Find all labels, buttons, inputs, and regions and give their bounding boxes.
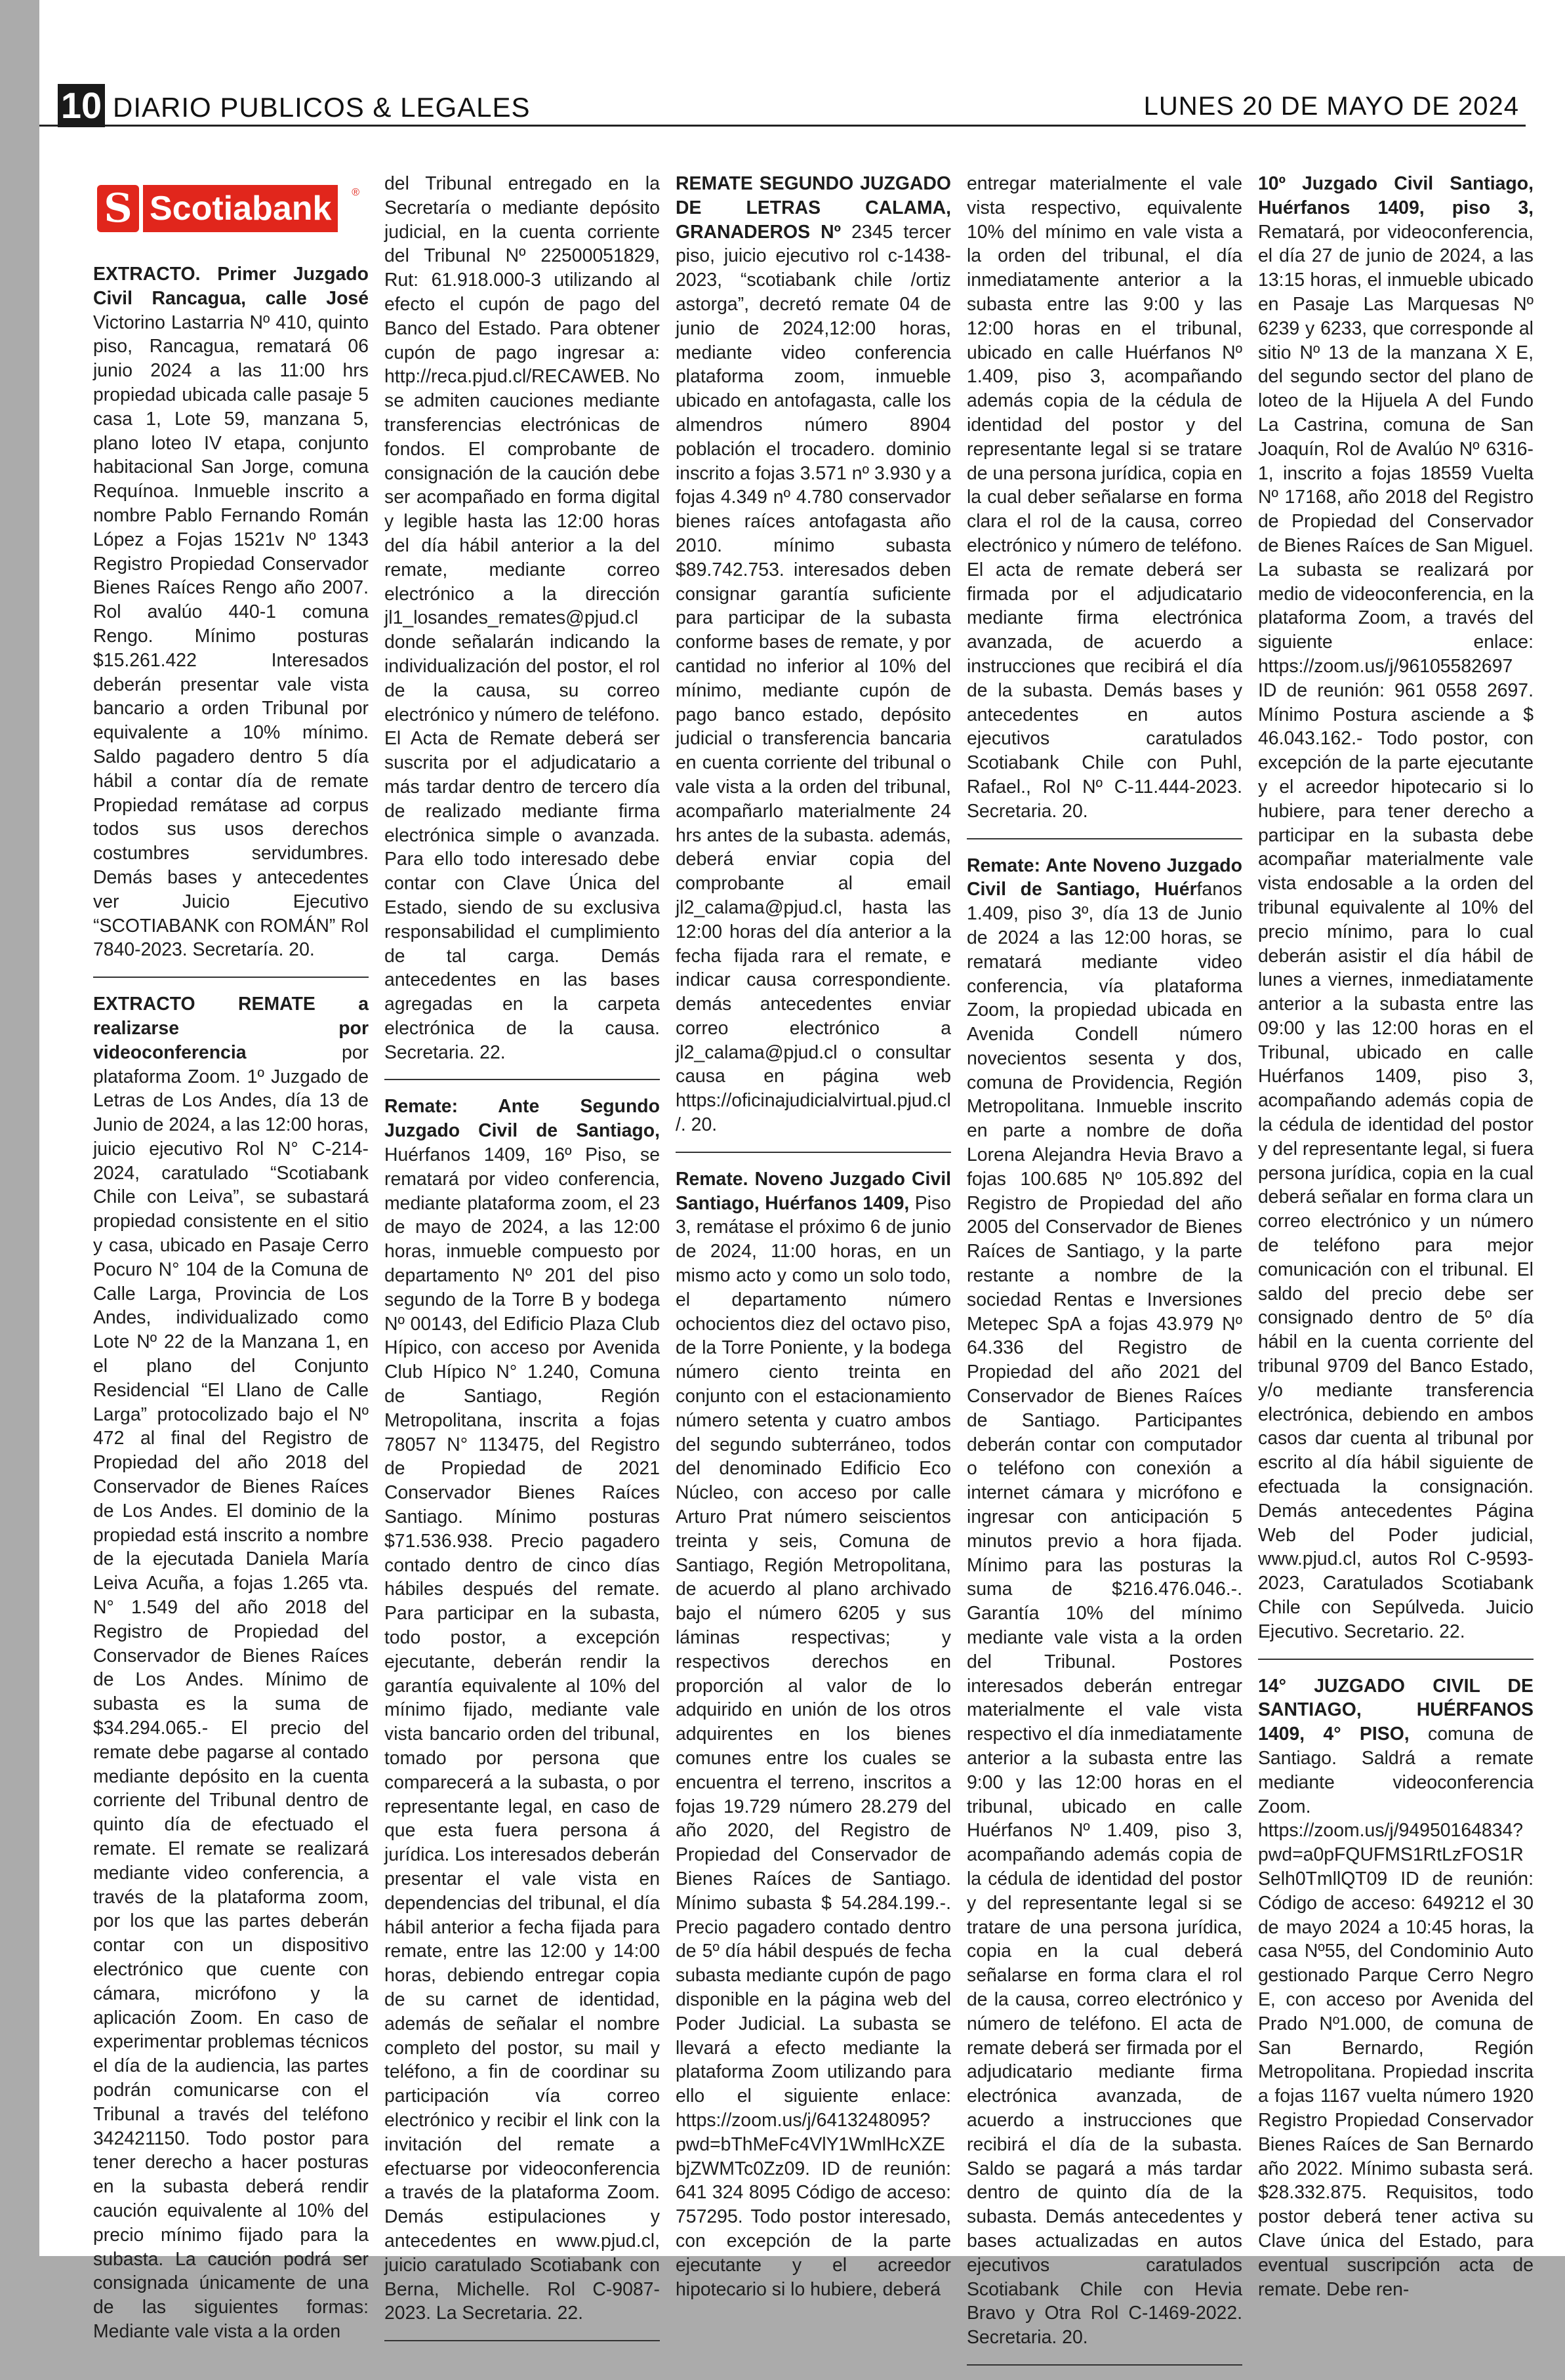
notice-heading: 14° JUZGADO CIVIL DE SANTIAGO, HUÉRFANOS 1409, 4° PISO,	[1258, 1675, 1534, 1745]
column-1	[93, 172, 369, 2373]
publication-name: DIARIO PUBLICOS & LEGALES	[113, 92, 531, 123]
scotiabank-logo	[97, 181, 359, 236]
notice-rancagua	[93, 262, 369, 978]
notice-body: comuna de Santiago. Saldrá a remate mediante videoconferencia Zoom. https://zoom.us/j/94950164834?pwd=a0pFQUFMS1RtLzFOS1RSelh0TmllQT09 ID de reunión: Código de acceso: 649212 el 30 de mayo 2024 a 10:45 horas, la casa Nº55, del Condominio Auto gestionado Parque Cerro Negro E, con acceso por Avenida del Prado Nº1.000, de comuna de San Bernardo, Región Metropolitana. Propiedad inscrita a fojas 1167 vuelta número 1920 Registro Propiedad Conservador Bienes Raíces de San Bernardo año 2022. Mínimo subasta será. $28.332.875. Requisitos, todo postor deberá tener activa su Clave única del Estado, para eventual suscripción acta de remate. Debe ren-	[1258, 1724, 1534, 2300]
notice-heading: Remate: Ante Segundo Juzgado Civil de Santiago,	[384, 1096, 660, 1142]
notice-body: fanos 1.409, piso 3º, día 13 de Junio de 2024 a las 12:00 horas, se rematará mediante video conferencia, vía plataforma Zoom, la propiedad ubicada en Avenida Condell número novecientos sesenta y dos, comuna de Providencia, Región Metropolitana. Inmueble inscrito en parte a nombre de doña Lorena Alejandra Hevia Bravo a fojas 100.685 Nº 105.892 del Registro de Propiedad del año 2005 del Conservador de Bienes Raíces de Santiago, y la parte restante a nombre de la sociedad Rentas e Inversiones Metepec SpA a fojas 43.979 Nº 64.336 del Registro de Propiedad del año 2021 del Conservador de Bienes Raíces de Santiago. Participantes deberán contar con computador o teléfono con conexión a internet cámara y micrófono e ingresar con anticipación 5 minutos previo a hora fijada. Mínimo para las posturas la suma de $216.476.046.-. Garantía 10% del mínimo mediante vale vista a la orden del Tribunal. Postores interesados deberán entregar materialmente el vale vista respectivo el día inmediatamente anterior a la subasta entre las 9:00 y las 12:00 horas en el tribunal, ubicado en calle Huérfanos Nº 1.409, piso 3, acompañando además copia de la cédula de identidad del postor y del representante legal si se tratare de una persona jurídica, copia en la cual deberá señalarse en forma clara el rol de la causa, correo electrónico y número de teléfono. El acta de remate deberá ser firmada por el adjudicatario mediante firma electrónica avanzada, de acuerdo a instrucciones que recibirá el día de la subasta. Saldo se pagará a más tardar dentro de quinto día de la subasta. Demás antecedentes y bases actualizadas en autos ejecutivos caratulados Scotiabank Chile con Hevia Bravo y Otra Rol C-1469-2022. Secretaria. 20.	[967, 879, 1242, 2349]
notice-heading: Remate: Ante Noveno Juzgado Civil de Santiago, Huér	[967, 855, 1242, 900]
notice-noveno-juzgado-1	[676, 1167, 951, 2316]
scotiabank-s-icon: S	[97, 185, 139, 232]
registered-mark: ®	[352, 187, 359, 198]
notice-decimo-juzgado	[1258, 172, 1534, 1660]
column-5	[1258, 172, 1534, 2330]
notice-noveno-juzgado-2	[967, 854, 1242, 2366]
notice-segundo-juzgado-santiago	[384, 1095, 660, 2341]
page-number: 10	[58, 84, 105, 127]
notice-heading: REMATE SEGUNDO JUZGADO DE LETRAS CALAMA, GRANADEROS Nº	[676, 173, 951, 243]
notice-body: por plataforma Zoom. 1º Juzgado de Letras de Los Andes, día 13 de Junio de 2024, a las 12:00 horas, juicio ejecutivo Rol N° C-214-2024, caratulado “Scotiabank Chile con Leiva”, se subastará propiedad consistente en el sitio y casa, ubicado en Pasaje Cerro Pocuro N° 104 de la Comuna de Calle Larga, Provincia de Los Andes, individualizado como Lote Nº 22 de la Manzana 1, en el plano del Conjunto Residencial “El Llano de Calle Larga” protocolizado bajo el Nº 472 al final del Registro de Propiedad del año 2018 del Conservador de Bienes Raíces de Los Andes. El dominio de la propiedad está inscrito a nombre de la ejecutada Daniela María Leiva Acuña, a fojas 1.265 vta. N° 1.549 del año 2018 del Registro de Propiedad del Conservador de Bienes Raíces de Los Andes. Mínimo de subasta es la suma de $34.294.065.- El precio del remate debe pagarse al contado mediante depósito en la cuenta corriente del Tribunal dentro de quinto día de efectuado el remate. El remate se realizará mediante video conferencia, a través de la plataforma zoom, por los que las partes deberán contar con un dispositivo electrónico que cuente con cámara, micrófono y la aplicación Zoom. En caso de experimentar problemas técnicos el día de la audiencia, las partes podrán comunicarse con el Tribunal a través del teléfono 342421150. Todo postor para tener derecho a hacer posturas en la subasta deberá rendir caución equivalente al 10% del precio mínimo fijado para la subasta. La caución podrá ser consignada únicamente de una de las siguientes formas: Mediante vale vista a la orden	[93, 1041, 369, 2342]
notice-noveno-juzgado-1-cont	[967, 172, 1242, 839]
notice-heading: Remate. Noveno Juzgado Civil Santiago, Huérfanos 1409,	[676, 1168, 951, 1214]
notice-heading: 10º Juzgado Civil Santiago, Huérfanos 1409, piso 3,	[1258, 173, 1534, 218]
notice-body: Piso 3, remátase el próximo 6 de junio de 2024, 11:00 horas, en un mismo acto y como un solo todo, el departamento número ochocientos diez del octavo piso, de la Torre Poniente, y la bodega número ciento treinta en conjunto con el estacionamiento número setenta y cuatro ambos del segundo subterráneo, todos del denominado Edificio Eco Núcleo, con acceso por calle Arturo Prat número seiscientos treinta y seis, Comuna de Santiago, Región Metropolitana, de acuerdo al plano archivado bajo el número 6205 y sus láminas respectivas; y respectivos derechos en proporción al valor de lo adquirido en unión de los otros adquirentes en los bienes comunes entre los cuales se encuentra el terreno, inscritos a fojas 19.729 número 28.279 del año 2020, del Registro de Propiedad del Conservador de Bienes Raíces de Santiago. Mínimo subasta $ 54.284.199.-. Precio pagadero contado dentro de 5º día hábil después de fecha subasta mediante cupón de pago disponible en la página web del Poder Judicial. La subasta se llevará a efecto mediante la plataforma Zoom utilizando para ello el siguiente enlace: https://zoom.us/j/6413248095?pwd=bThMeFc4VlY1WmlHcXZEbjZWMTc0Zz09. ID de reunión: 641 324 8095 Código de acceso: 757295. Todo postor interesado, con excepción de la parte ejecutante y el acreedor hipotecario si lo hubiere, deberá	[676, 1192, 951, 2300]
scotiabank-wordmark: Scotiabank	[143, 185, 338, 232]
notice-los-andes	[93, 992, 369, 2358]
notice-body: entregar materialmente el vale vista respectivo, equivalente 10% del mínimo en vale vista a la orden del tribunal, el día inmediatamente anterior a la subasta entre las 9:00 y las 12:00 horas en el tribunal, ubicado en calle Huérfanos Nº 1.409, piso 3, acompañando además copia de la cédula de identidad del postor y del representante legal si se tratare de una persona jurídica, copia en la cual deber señalarse en forma clara el rol de la causa, correo electrónico y número de teléfono. El acta de remate deberá ser firmada por el adjudicatario mediante firma electrónica avanzada, de acuerdo a instrucciones que recibirá el día de la subasta. Demás bases y antecedentes en autos ejecutivos caratulados Scotiabank Chile con Puhl, Rafael., Rol Nº C-11.444-2023. Secretaria. 20.	[967, 173, 1242, 822]
column-2	[384, 172, 660, 2356]
notice-body: Victorino Lastarria Nº 410, quinto piso, Rancagua, rematará 06 junio 2024 a las 11:00 hrs propiedad ubicada calle pasaje 5 casa 1, Lote 59, manzana 5, plano loteo IV etapa, conjunto habitacional San Jorge, comuna Requínoa. Inmueble inscrito a nombre Pablo Fernando Román López a Fojas 1521v Nº 1343 Registro Propiedad Conservador Bienes Raíces Rengo año 2007. Rol avalúo 440-1 comuna Rengo. Mínimo posturas $15.261.422 Interesados deberán presentar vale vista bancario a orden Tribunal por equivalente a 10% mínimo. Saldo pagadero dentro 5 día hábil a contar día de remate Propiedad remátase ad corpus todos sus usos derechos costumbres servidumbres. Demás bases y antecedentes ver Juicio Ejecutivo “SCOTIABANK con ROMÁN” Rol 7840-2023. Secretaría. 20.	[93, 312, 369, 961]
issue-date: LUNES 20 DE MAYO DE 2024	[1143, 92, 1519, 121]
notice-heading: EXTRACTO REMATE a realizarse por videoconferencia	[93, 994, 369, 1063]
notice-los-andes-cont	[384, 172, 660, 1080]
notice-body: 2345 tercer piso, juicio ejecutivo rol c-1438-2023, “scotiabank chile /ortiz astorga”, decretó remate 04 de junio de 2024,12:00 horas, mediante video conferencia plataforma zoom, inmueble ubicado en antofagasta, calle los almendros número 8904 población el trocadero. dominio inscrito a fojas 3.571 nº 3.930 y a fojas 4.349 nº 4.780 conservador bienes raíces antofagasta año 2010. mínimo subasta $89.742.753. interesados deben consignar garantía suficiente para participar de la subasta conforme bases de remate, y por cantidad no inferior al 10% del mínimo, mediante cupón de pago banco estado, depósito judicial o transferencia bancaria en cuenta corriente del tribunal o vale vista a la orden del tribunal, acompañarlo materialmente 24 hrs antes de la subasta. además, deberá enviar copia del comprobante al email jl2_calama@pjud.cl, hasta las 12:00 horas del día anterior a la fecha fijada rara el remate, e indicar causa correspondiente. demás antecedentes enviar correo electrónico a jl2_calama@pjud.cl o consultar causa en página web https://oficinajudicialvirtual.pjud.cl/. 20.	[676, 221, 951, 1136]
column-3	[676, 172, 951, 2330]
notice-body: Huérfanos 1409, 16º Piso, se rematará por video conferencia, mediante plataforma zoom, el 23 de mayo de 2024, a las 12:00 horas, inmueble compuesto por departamento Nº 201 del piso segundo de la Torre B y bodega Nº 00143, del Edificio Plaza Club Hípico, con acceso por Avenida Club Hípico N° 1.240, Comuna de Santiago, Región Metropolitana, inscrita a fojas 78057 N° 113475, del Registro de Propiedad de 2021 Conservador Bienes Raíces Santiago. Mínimo posturas $71.536.938. Precio pagadero contado dentro de cinco días hábiles después del remate. Para participar en la subasta, todo postor, a excepción ejecutante, deberán rendir la garantía equivalente al 10% del mínimo fijado, mediante vale vista bancario orden del tribunal, tomado por persona que comparecerá a la subasta, o por representante legal, en caso de que esta fuera persona á jurídica. Los interesados deberán presentar el vale vista en dependencias del tribunal, el día hábil anterior a fecha fijada para remate, entre las 12:00 y 14:00 horas, debiendo entregar copia de su carnet de identidad, además de señalar el nombre completo del postor, su mail y teléfono, a fin de coordinar su participación vía correo electrónico y recibir el link con la invitación del remate a efectuarse por videoconferencia a través de la plataforma Zoom. Demás estipulaciones y antecedentes en www.pjud.cl, juicio caratulado Scotiabank con Berna, Michelle. Rol C-9087-2023. La Secretaria. 22.	[384, 1144, 660, 2324]
notice-heading: EXTRACTO. Primer Juzgado Civil Rancagua, calle José	[93, 264, 369, 309]
notice-body: del Tribunal entregado en la Secretaría o mediante depósito judicial, en la cuenta corriente del Tribunal Nº 22500051829, Rut: 61.918.000-3 utilizando al efecto el cupón de pago del Banco del Estado. Para obtener cupón de pago ingresar a: http://reca.pjud.cl/RECAWEB. No se admiten cauciones mediante transferencias electrónicas de fondos. El comprobante de consignación de la caución debe ser acompañado en forma digital y legible hasta las 12:00 horas del día hábil anterior a la del remate, mediante correo electrónico a la dirección jl1_losandes_remates@pjud.cl donde señalarán indicando la individualización del postor, el rol de la causa, su correo electrónico y número de teléfono. El Acta de Remate deberá ser suscrita por el adjudicatario a más tardar dentro de tercero día de realizado mediante firma electrónica simple o avanzada. Para ello todo interesado debe contar con Clave Única del Estado, siendo de su exclusiva responsabilidad el cumplimiento de tal carga. Demás antecedentes en las bases agregadas en la carpeta electrónica de la causa. Secretaria. 22.	[384, 173, 660, 1063]
notice-body: Rematará, por videoconferencia, el día 27 de junio de 2024, a las 13:15 horas, el inmueble ubicado en Pasaje Las Marquesas Nº 6239 y 6233, que corresponde al sitio Nº 13 de la manzana X E, del segundo sector del plano de loteo de la Hijuela A del Fundo La Castrina, comuna de San Joaquín, Rol de Avalúo Nº 6316-1, inscrito a fojas 18559 Vuelta Nº 17168, año 2018 del Registro de Propiedad del Conservador de Bienes Raíces de San Miguel. La subasta se realizará por medio de videoconferencia, en la plataforma Zoom, a través del siguiente enlace: https://zoom.us/j/96105582697 ID de reunión: 961 0558 2697. Mínimo Postura asciende a $ 46.043.162.- Todo postor, con excepción de la parte ejecutante y el acreedor hipotecario si lo hubiere, para tener derecho a participar en la subasta debe acompañar materialmente vale vista endosable a la orden del tribunal equivalente al 10% del precio mínimo, para lo cual deberán asistir el día hábil de lunes a viernes, inmediatamente anterior a la subasta entre las 09:00 y las 12:00 horas en el Tribunal, ubicado en calle Huérfanos 1409, piso 3, acompañando además copia de la cédula de identidad del postor y del representante legal, si fuera persona jurídica, copia en la cual deberá señalar en forma clara un correo electrónico y un número de teléfono para mejor comunicación con el tribunal. El saldo del precio debe ser consignado dentro de 5º día hábil en la cuenta corriente del tribunal 9709 del Banco Estado, y/o mediante transferencia electrónica, debiendo en ambos casos dar cuenta al tribunal por escrito al día hábil siguiente de efectuada la consignación. Demás antecedentes Página Web del Poder judicial, www.pjud.cl, autos Rol C-9593-2023, Caratulados Scotiabank Chile con Sepúlveda. Juicio Ejecutivo. Secretario. 22.	[1258, 221, 1534, 1642]
notice-calama	[676, 172, 951, 1153]
column-4	[967, 172, 1242, 2380]
notice-14-juzgado	[1258, 1674, 1534, 2316]
